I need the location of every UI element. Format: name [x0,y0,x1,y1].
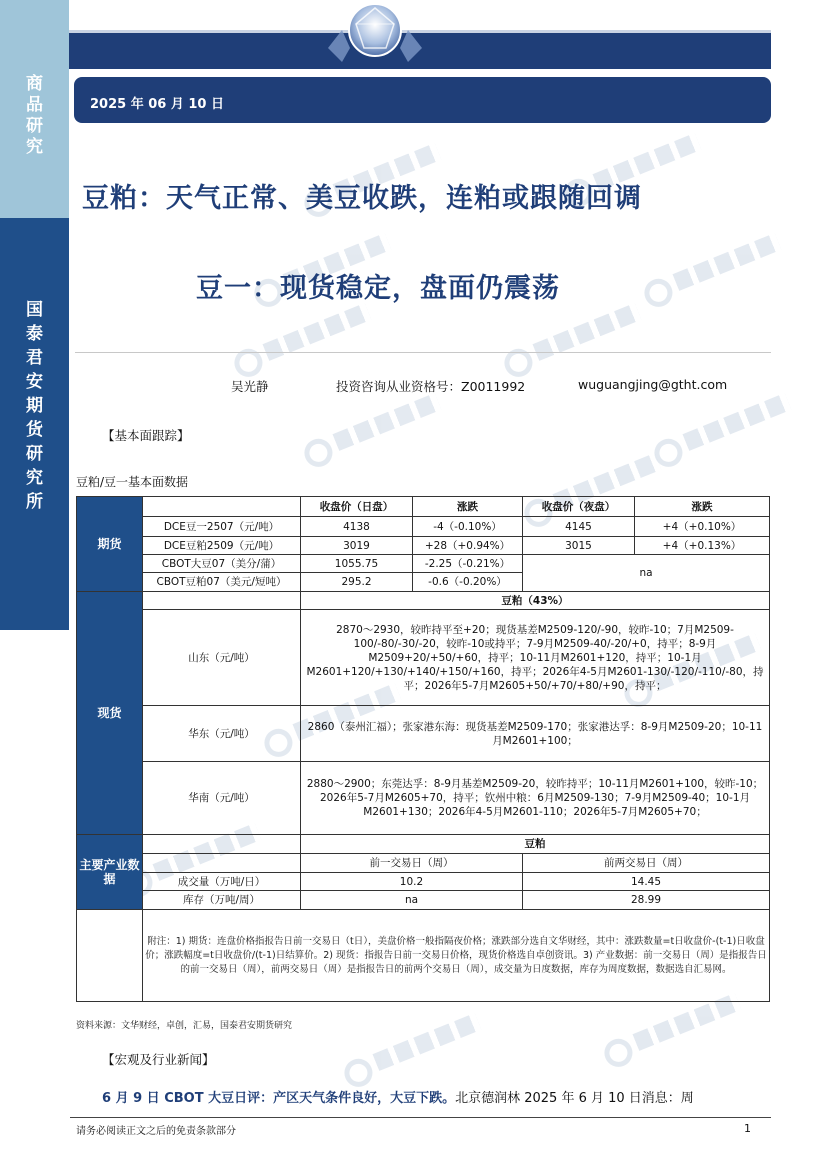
industry-prev1: 10.2 [301,873,523,891]
day-close: 4138 [301,517,413,537]
table-row [77,517,770,537]
author-license: 投资咨询从业资格号：Z0011992 [336,379,526,394]
spot-region: 华南（元/吨） [143,762,301,835]
futures-category: 期货 [77,497,143,592]
industry-category: 主要产业数据 [77,835,143,910]
contract-name: CBOT大豆07（美分/蒲） [143,555,301,573]
watermark-icon [638,223,792,316]
day-change: +28（+0.94%） [413,537,523,555]
spot-header-row [77,592,770,610]
table-row [77,706,770,762]
table-row [77,891,770,910]
spot-quote: 2880～2900；东莞达孚：8-9月基差M2509-20，较昨持平；10-11月M2601+100，较昨-10；2026年5-7月M2605+70，持平；钦州中粮：6月M2509-130；7-9月M2509-40；10-1月M2601+130；2026年4-5月M2601-110；2026年5-7月M2605+70； [301,762,770,835]
footer-disclaimer: 请务必阅读正文之后的免责条款部分 [76,1126,236,1137]
night-close: 4145 [523,517,635,537]
news-body-text: 北京德润林 2025 年 6 月 10 日消息：周 [455,1091,694,1106]
divider [75,352,771,353]
spot-region: 山东（元/吨） [143,610,301,706]
night-close: 3015 [523,537,635,555]
day-change: -4（-0.10%） [413,517,523,537]
table-row [77,555,770,573]
futures-header-row [77,497,770,517]
night-change: +4（+0.10%） [635,517,770,537]
watermark-icon [498,293,652,386]
day-close: 3019 [301,537,413,555]
header-blank [143,835,301,854]
fundamentals-table [76,496,770,1002]
industry-prev2: 14.45 [523,873,770,891]
report-date: 2025 年 06 月 10 日 [90,97,224,112]
spot-header: 豆粕（43%） [301,592,770,610]
industry-item: 成交量（万吨/日） [143,873,301,891]
header-blank [143,497,301,517]
sidebar-institute-label: 国 泰 君 安 期 货 研 究 所 [26,300,43,512]
header-blank [143,854,301,873]
author-email: wuguangjing@gtht.com [578,377,728,392]
table-row [77,610,770,706]
day-change: -0.6（-0.20%） [413,573,523,592]
spot-quote: 2860（泰州汇福）；张家港东海：现货基差M2509-170；张家港达孚：8-9月M2509-20；10-11月M2601+100； [301,706,770,762]
contract-name: DCE豆一2507（元/吨） [143,517,301,537]
table-row [77,762,770,835]
industry-header: 豆粕 [301,835,770,854]
col-header: 收盘价（夜盘） [523,497,635,517]
table-row [77,873,770,891]
day-close: 1055.75 [301,555,413,573]
header-blank [143,592,301,610]
industry-prev1: na [301,891,523,910]
col-header: 涨跌 [635,497,770,517]
day-change: -2.25（-0.21%） [413,555,523,573]
spot-quote: 2870～2930，较昨持平至+20；现货基差M2509-120/-90，较昨-10；7月M2509-100/-80/-30/-20，较昨-10或持平；7-9月M2509-40/-20/+0，持平；8-9月M2509+20/+50/+60，持平；10-11月M2601+120，持平；10-1月M2601+120/+130/+140/+150/+160，持平；2026年4-5月M2601-130/-120/-110/-80，持平；2026年5-7月M2605+50/+70/+80/+90，持平； [301,610,770,706]
table-footnote: 附注：1) 期货：连盘价格指报告日前一交易日（t日），美盘价格一般指隔夜价格；涨跌部分选自文华财经，其中：涨跌数量=t日收盘价-(t-1)日收盘价；涨跌幅度=t日收盘价/(t-1)日结算价。2) 现货：指报告日前一交易日价格，现货价格选自卓创资讯。3) 产业数据：前一交易日（周）是指报告日的前一交易日（周），前两交易日（周）是指报告日的前两个交易日（周），成交量为日度数据，库存为周度数据，数据选自汇易网。 [143,910,770,1002]
industry-subheader-row [77,854,770,873]
data-source: 资料来源：文华财经，卓创，汇易，国泰君安期货研究 [76,1021,293,1031]
spot-region: 华东（元/吨） [143,706,301,762]
main-title: 豆粕：天气正常、美豆收跌，连粕或跟随回调 [82,183,642,214]
watermark-icon [648,383,802,476]
industry-header-row [77,835,770,854]
page-number: 1 [744,1122,751,1135]
watermark-icon [228,293,382,386]
watermark-icon [338,1003,492,1096]
col-header: 收盘价（日盘） [301,497,413,517]
footer-divider [70,1117,771,1118]
news-paragraph [102,1087,694,1106]
contract-name: DCE豆粕2509（元/吨） [143,537,301,555]
col-header: 涨跌 [413,497,523,517]
sidebar-category-label: 商 品 研 究 [26,74,43,157]
news-headline: 6 月 9 日 CBOT 大豆日评：产区天气条件良好，大豆下跌。 [102,1091,456,1106]
note-spacer [77,910,143,1002]
report-date-bar [74,77,771,123]
author-name: 吴光静 [231,379,269,394]
col-header: 前一交易日（周） [301,854,523,873]
table-title: 豆粕/豆一基本面数据 [76,475,189,489]
fundamentals-section-tag: 【基本面跟踪】 [102,428,190,443]
diamond-logo-icon [320,0,430,66]
night-na: na [523,555,770,592]
night-change: +4（+0.13%） [635,537,770,555]
note-row [77,910,770,1002]
day-close: 295.2 [301,573,413,592]
industry-item: 库存（万吨/周） [143,891,301,910]
watermark-icon [298,383,452,476]
col-header: 前两交易日（周） [523,854,770,873]
contract-name: CBOT豆粕07（美元/短吨） [143,573,301,592]
table-row [77,537,770,555]
news-section-tag: 【宏观及行业新闻】 [102,1052,215,1067]
spot-category: 现货 [77,592,143,835]
sub-title: 豆一：现货稳定，盘面仍震荡 [196,273,560,304]
industry-prev2: 28.99 [523,891,770,910]
